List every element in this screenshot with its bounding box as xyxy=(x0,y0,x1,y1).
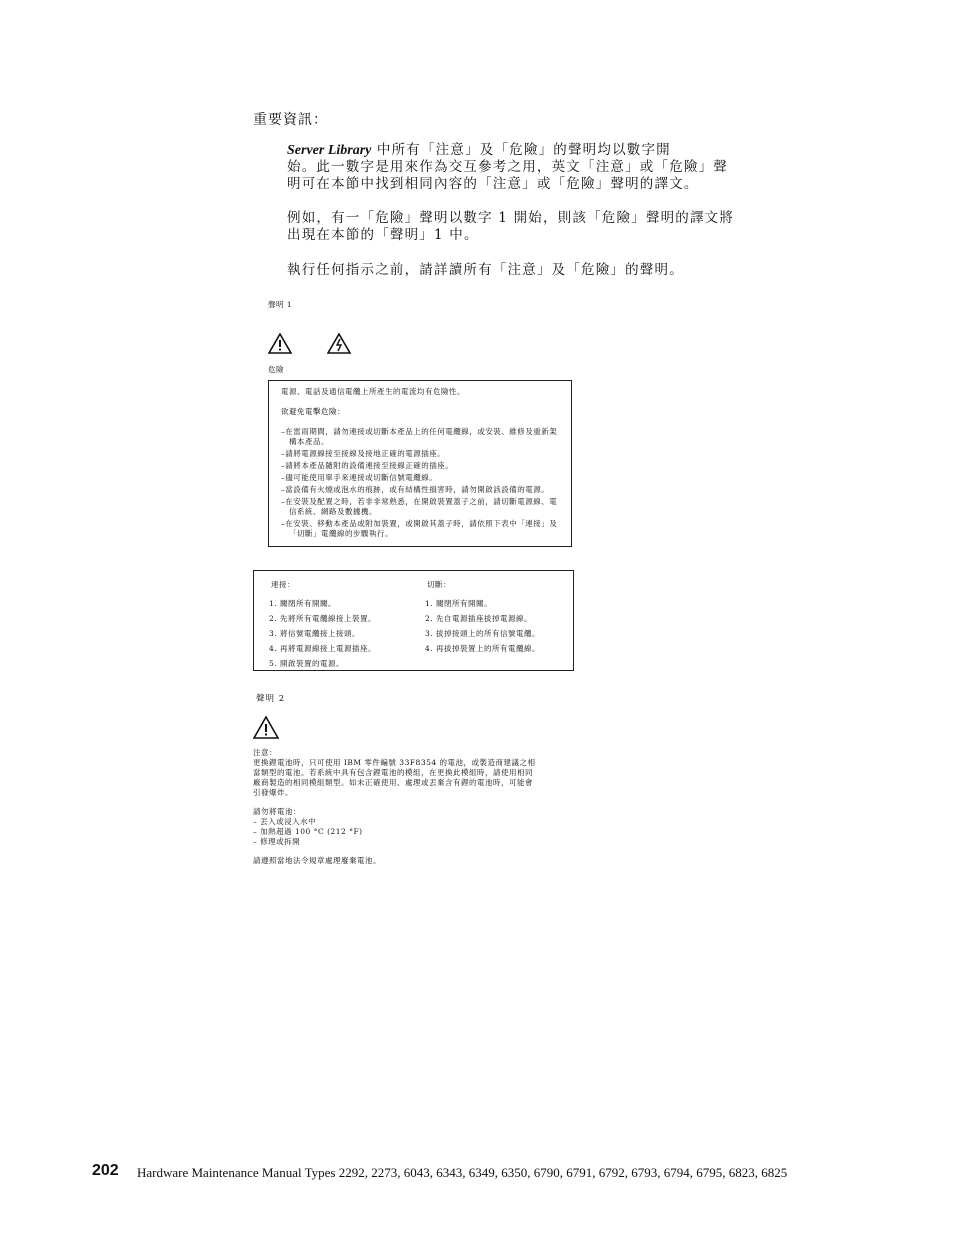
intro-p2-line2: 出現在本節的「聲明」1 中。 xyxy=(287,227,479,243)
intro-p1-line3: 明可在本節中找到相同內容的「注意」或「危險」聲明的譯文。 xyxy=(287,176,699,192)
danger-item: –請將電源線接至接線及接地正確的電源插座。 xyxy=(281,449,446,458)
connect-step: 5. 開啟裝置的電源。 xyxy=(269,659,345,668)
statement-1-icons xyxy=(268,333,381,358)
intro-p1-line2: 始。此一數字是用來作為交互參考之用，英文「注意」或「危險」聲 xyxy=(287,159,728,175)
statement-2-label: 聲明 2 xyxy=(256,694,286,704)
danger-box-line-1: 電源、電話及通信電纜上所產生的電流均有危險性。 xyxy=(281,387,465,396)
section-heading: 重要資訊： xyxy=(253,112,328,128)
caution-text-line: 引發爆炸。 xyxy=(253,788,293,797)
intro-paragraph-1 xyxy=(287,142,787,193)
disconnect-step: 3. 拔掉接頭上的所有信號電纜。 xyxy=(425,629,541,638)
footer-title: Hardware Maintenance Manual Types 2292, 2273, 6043, 6343, 6349, 6350, 6790, 6791, 6792, 6793, 6794, 6795, 6823, 6825 xyxy=(137,1165,788,1180)
do-not-item: – 修理或拆開 xyxy=(253,837,301,846)
connect-step: 1. 關閉所有開關。 xyxy=(269,599,337,608)
intro-p1-line1: 中所有「注意」及「危險」的聲明均以數字開 xyxy=(371,142,671,158)
warning-triangle-icon xyxy=(268,333,292,358)
disposal-instruction: 請遵照當地法令規章處理廢棄電池。 xyxy=(253,856,381,865)
danger-label: 危險 xyxy=(268,365,284,374)
connect-header: 連接： xyxy=(271,580,295,589)
caution-text-line: 更換鋰電池時，只可使用 IBM 零件編號 33F8354 的電池，或製造商建議之相 xyxy=(253,758,536,767)
danger-box-line-2: 欲避免電擊危險： xyxy=(281,407,345,416)
connect-step: 2. 先將所有電纜線接上裝置。 xyxy=(269,614,377,623)
connect-column xyxy=(269,580,376,674)
danger-item: –在安裝及配置之時，若非非常熟悉，在開啟裝置蓋子之前，請切斷電源線、電信系統、網路及數據機。 xyxy=(281,497,558,516)
statement-1-label: 聲明 1 xyxy=(268,300,293,309)
disconnect-step: 4. 再拔掉裝置上的所有電纜線。 xyxy=(425,644,541,653)
connect-disconnect-table xyxy=(253,570,574,671)
warning-triangle-icon xyxy=(253,716,279,743)
disconnect-step: 2. 先自電源插座拔掉電源線。 xyxy=(425,614,533,623)
connect-step: 4. 再將電源線接上電源插座。 xyxy=(269,644,377,653)
disconnect-column xyxy=(425,580,540,659)
intro-p2-line1: 例如，有一「危險」聲明以數字 1 開始，則該「危險」聲明的譯文將 xyxy=(287,210,735,226)
do-not-item: – 丟入或浸入水中 xyxy=(253,817,317,826)
page-number: 202 xyxy=(92,1162,119,1179)
connect-step: 3. 將信號電纜接上接頭。 xyxy=(269,629,361,638)
do-not-item: – 加熱超過 100 °C (212 °F) xyxy=(253,827,363,836)
caution-text-line: 廠商製造的相同模組類型。如未正確使用、處理或丟棄含有鋰的電池時，可能會 xyxy=(253,778,533,787)
do-not-label: 請勿將電池： xyxy=(253,807,301,816)
server-library-title: Server Library xyxy=(287,143,372,158)
danger-item: –請將本產品隨附的設備連接至接線正確的插座。 xyxy=(281,461,454,470)
intro-paragraph-2 xyxy=(287,210,787,244)
danger-item: –當設備有火燒或泡水的痕跡，或有結構性損害時，請勿開啟該設備的電源。 xyxy=(281,485,550,494)
disconnect-step: 1. 關閉所有開關。 xyxy=(425,599,493,608)
intro-paragraph-3: 執行任何指示之前，請詳讀所有「注意」及「危險」的聲明。 xyxy=(287,262,684,278)
caution-text-line: 當類型的電池。若系統中具有包含鋰電池的模組，在更換此模組時，請使用相同 xyxy=(253,768,533,777)
statement-2-icons xyxy=(253,716,309,743)
disconnect-header: 切斷： xyxy=(427,580,451,589)
danger-item: –在安裝、移動本產品或附加裝置，或開啟其蓋子時，請依照下表中「連接」及「切斷」電纜線的步驟執行。 xyxy=(281,519,558,538)
electric-hazard-icon xyxy=(327,333,351,358)
danger-box xyxy=(268,380,572,547)
danger-item: –在雷雨期間，請勿連接或切斷本產品上的任何電纜線，或安裝、維修及重新架構本產品。 xyxy=(281,427,558,446)
caution-label: 注意： xyxy=(253,748,277,757)
caution-block xyxy=(253,748,583,866)
danger-item: –儘可能使用單手來連接或切斷信號電纜線。 xyxy=(281,473,438,482)
